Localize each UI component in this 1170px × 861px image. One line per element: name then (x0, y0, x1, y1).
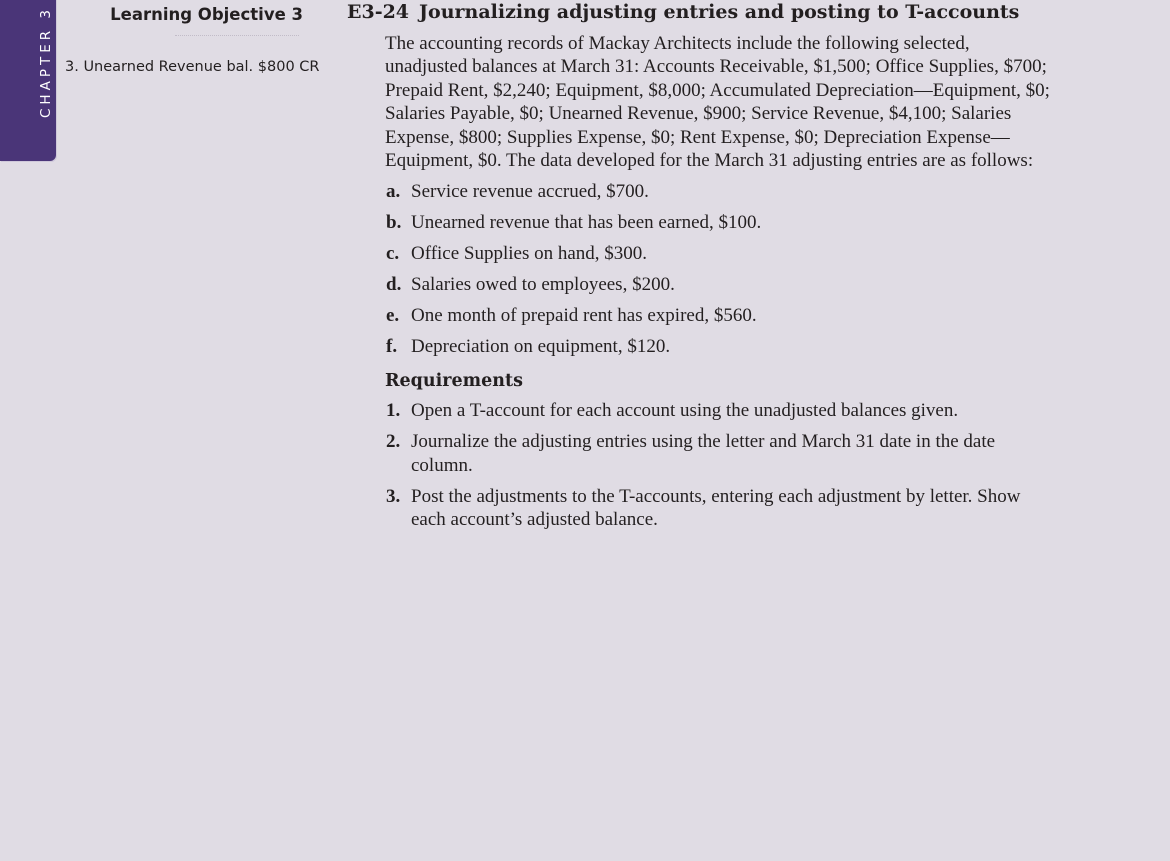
requirement-text: Open a T-account for each account using the unadjusted balances given. (411, 400, 959, 422)
learning-objective-divider (175, 35, 299, 36)
adjustment-data-list (385, 180, 1050, 358)
list-item (385, 430, 1050, 477)
learning-objective-heading: Learning Objective 3 (110, 5, 303, 24)
list-item (385, 180, 1050, 203)
requirement-text: Post the adjustments to the T-accounts, entering each adjustment by letter. Show each account’s adjusted balance. (411, 485, 1021, 530)
chapter-tab (0, 0, 56, 161)
list-item (385, 273, 1050, 296)
requirement-text: Journalize the adjusting entries using the letter and March 31 date in the date column. (411, 431, 996, 476)
list-item (385, 485, 1050, 532)
item-text: Unearned revenue that has been earned, $100. (411, 212, 762, 234)
item-text: Office Supplies on hand, $300. (411, 243, 648, 265)
item-text: Salaries owed to employees, $200. (411, 274, 675, 296)
list-item (385, 242, 1050, 265)
item-text: Depreciation on equipment, $120. (411, 335, 671, 357)
item-letter: a. (386, 181, 401, 203)
requirement-number: 3. (386, 485, 401, 507)
item-letter: b. (386, 212, 402, 234)
requirement-number: 1. (386, 400, 401, 422)
requirements-list (385, 399, 1050, 531)
item-text: Service revenue accrued, $700. (411, 181, 649, 203)
exercise-title: Journalizing adjusting entries and posting to T-accounts (419, 1, 1020, 23)
exercise-body (385, 32, 1050, 539)
exercise-intro: The accounting records of Mackay Architects include the following selected, unadjusted balances at March 31: Accounts Receivable, $1,500; Office Supplies, $700; Prepaid Rent, $2,240; Equipment, $8,000; Accumulated Depreciation—Equipment, $0; Salaries Payable, $0; Unearned Revenue, $900; Service Revenue, $4,100; Salaries Expense, $800; Supplies Expense, $0; Rent Expense, $0; Depreciation Expense—Equipment, $0. The data developed for the March 31 adjusting entries are as follows: (385, 33, 1050, 172)
item-text: One month of prepaid rent has expired, $560. (411, 305, 757, 327)
exercise-number: E3-24 (347, 1, 410, 23)
item-letter: f. (386, 335, 398, 357)
item-letter: d. (386, 274, 402, 296)
item-letter: e. (386, 305, 400, 327)
margin-answer-note: 3. Unearned Revenue bal. $800 CR (65, 59, 320, 75)
list-item (385, 399, 1050, 422)
requirement-number: 2. (386, 431, 401, 453)
chapter-label: CHAPTER 3 (38, 6, 54, 118)
list-item (385, 211, 1050, 234)
item-letter: c. (386, 243, 400, 265)
list-item (385, 304, 1050, 327)
exercise-heading (347, 0, 1019, 24)
requirements-heading: Requirements (385, 371, 523, 392)
list-item (385, 335, 1050, 358)
